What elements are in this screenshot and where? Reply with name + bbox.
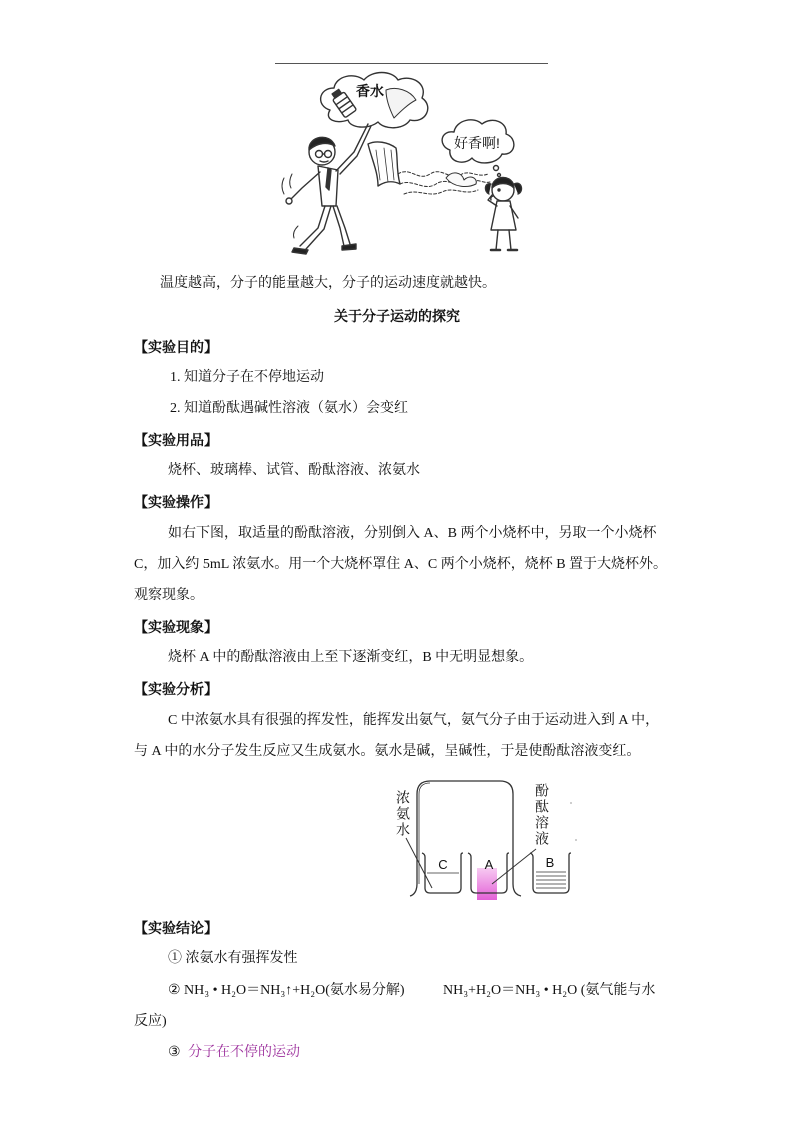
conclusion-item-3-marker: ③	[168, 1045, 181, 1060]
conclusion-item-2-equation-2: NH₃+H₂O＝NH₃ • H₂O (氨气能与水	[443, 983, 656, 998]
conclusion-item-2-equation-1: ② NH₃ • H₂O＝NH₃↑+H₂O(氨水易分解)	[168, 983, 405, 998]
phenomenon-text: 烧杯 A 中的酚酞溶液由上至下逐渐变红，B 中无明显想象。	[168, 650, 534, 665]
man-raised-arm	[336, 124, 368, 171]
girl-legs	[496, 230, 511, 250]
beaker-b-label: B	[545, 855, 555, 870]
phenomenon-heading: 【实验现象】	[134, 619, 218, 635]
materials-text: 烧杯、玻璃棒、试管、酚酞溶液、浓氨水	[168, 463, 420, 478]
perfume-cartoon-illustration	[278, 66, 546, 258]
purpose-heading: 【实验目的】	[134, 339, 218, 355]
phenolphthalein-label-pointer	[492, 849, 536, 884]
beaker-diagram-drawing	[388, 776, 584, 904]
man-figure	[282, 124, 371, 254]
conclusion-item-3	[168, 1043, 300, 1063]
procedure-heading: 【实验操作】	[134, 494, 218, 510]
conclusion-item-2-continuation: 反应)	[134, 1014, 167, 1029]
beaker-b-liquid-hatch	[536, 872, 566, 888]
phenolphthalein-label: 酚酞溶液	[533, 783, 548, 847]
conclusion-item-1: ① 浓氨水有强挥发性	[168, 951, 298, 966]
intro-text: 温度越高，分子的能量越大，分子的运动速度就越快。	[160, 276, 496, 291]
beaker-c-label: C	[438, 857, 448, 872]
conclusion-item-3-text: 分子在不停的运动	[188, 1045, 301, 1060]
purpose-item: 2. 知道酚酞遇碱性溶液（氨水）会变红	[170, 401, 408, 416]
analysis-line: C 中浓氨水具有很强的挥发性，能挥发出氨气，氨气分子由于运动进入到 A 中，	[168, 713, 660, 728]
header-rule	[275, 63, 548, 64]
procedure-line: 观察现象。	[134, 588, 204, 603]
man-lower-arm	[290, 172, 320, 200]
procedure-line: 如右下图，取适量的酚酞溶液，分别倒入 A、B 两个小烧杯中，另取一个小烧杯	[168, 526, 657, 541]
procedure-line: C，加入约 5mL 浓氨水。用一个大烧杯罩住 A、C 两个小烧杯，烧杯 B 置于大烧杯外。	[134, 557, 668, 572]
materials-heading: 【实验用品】	[134, 432, 218, 448]
ammonia-label: 浓氨水	[394, 790, 409, 838]
girl-figure	[485, 178, 521, 251]
perfume-bubble-text: 香水	[356, 83, 384, 99]
page-title: 关于分子运动的探究	[334, 308, 460, 324]
beaker-a-label: A	[484, 857, 494, 872]
conclusion-heading: 【实验结论】	[134, 920, 218, 936]
girl-bubble-text: 好香啊!	[454, 135, 500, 151]
motion-lines	[282, 174, 292, 194]
purpose-item: 1. 知道分子在不停地运动	[170, 370, 324, 385]
analysis-heading: 【实验分析】	[134, 681, 218, 697]
man-left-leg	[300, 206, 325, 246]
analysis-line: 与 A 中的水分子发生反应又生成氨水。氨水是碱，呈碱性，于是使酚酞溶液变红。	[134, 744, 641, 759]
beaker-experiment-diagram	[388, 776, 584, 904]
girl-dress	[491, 201, 516, 230]
phenolphthalein-pink-solution	[477, 868, 497, 900]
